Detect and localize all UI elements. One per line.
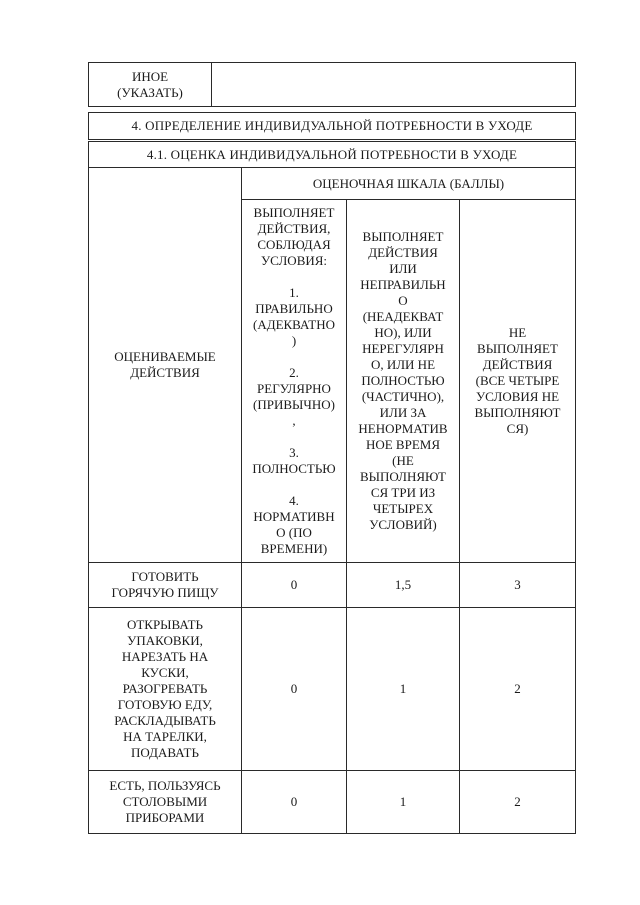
scale-header: ОЦЕНОЧНАЯ ШКАЛА (БАЛЛЫ) [312,175,505,191]
table-row-1-score-3 [459,562,576,608]
section-4-title-cell [88,112,576,140]
table-row-2-score-3 [459,607,576,771]
scale-column-1-text: ВЫПОЛНЯЕТ ДЕЙСТВИЯ, СОБЛЮДАЯ УСЛОВИЯ: 1. ПРАВИЛЬНО (АДЕКВАТНО ) 2. РЕГУЛЯРНО (ПРИВЫЧНО) , 3. ПОЛНОСТЬЮ 4. НОРМАТИВН О (ПО ВРЕМЕНИ) [252,205,336,556]
row-3-score-2: 1 [399,794,407,809]
table-row-3-score-3 [459,770,576,834]
other-value-cell [211,62,576,107]
scale-header-cell [241,167,576,200]
other-label: ИНОЕ (УКАЗАТЬ) [117,68,183,100]
row-3-score-3: 2 [514,794,521,809]
row-1-score-2: 1,5 [394,577,412,592]
table-row-2-score-1 [241,607,347,771]
row-3-action-text: ЕСТЬ, ПОЛЬЗУЯСЬ СТОЛОВЫМИ ПРИБОРАМИ [109,778,221,825]
row-2-score-2: 1 [399,681,407,696]
table-row-2-action [88,607,242,771]
row-2-score-1: 0 [290,681,298,696]
table-row-3-action [88,770,242,834]
scale-column-3 [459,199,576,563]
row-1-score-3: 3 [514,577,521,592]
scale-column-1 [241,199,347,563]
table-row-1-score-1 [241,562,347,608]
scale-column-2-text: ВЫПОЛНЯЕТ ДЕЙСТВИЯ ИЛИ НЕПРАВИЛЬН О (НЕАДЕКВАТ НО), ИЛИ НЕРЕГУЛЯРН О, ИЛИ НЕ ПОЛНОСТЬЮ (ЧАСТИЧНО), ИЛИ ЗА НЕНОРМАТИВ НОЕ ВРЕМЯ (НЕ ВЫПОЛНЯЮТ СЯ ТРИ ИЗ ЧЕТЫРЕХ УСЛОВИЙ) [358,229,448,532]
scale-column-3-text: НЕ ВЫПОЛНЯЕТ ДЕЙСТВИЯ (ВСЕ ЧЕТЫРЕ УСЛОВИЯ НЕ ВЫПОЛНЯЮТ СЯ) [474,325,561,436]
table-row-1-score-2 [346,562,460,608]
row-2-action-text: ОТКРЫВАТЬ УПАКОВКИ, НАРЕЗАТЬ НА КУСКИ, РАЗОГРЕВАТЬ ГОТОВУЮ ЕДУ, РАСКЛАДЫВАТЬ НА ТАРЕЛКИ, ПОДАВАТЬ [114,617,216,760]
other-label-cell [88,62,212,107]
section-4-1-title-cell [88,141,576,168]
scale-column-2 [346,199,460,563]
section-4-1-title: 4.1. ОЦЕНКА ИНДИВИДУАЛЬНОЙ ПОТРЕБНОСТИ В УХОДЕ [146,146,518,162]
row-3-score-1: 0 [290,794,298,809]
section-4-title: 4. ОПРЕДЕЛЕНИЕ ИНДИВИДУАЛЬНОЙ ПОТРЕБНОСТИ В УХОДЕ [131,118,533,133]
actions-header-cell [88,167,242,563]
row-1-score-1: 0 [290,577,298,592]
table-row-3-score-2 [346,770,460,834]
row-2-score-3: 2 [514,681,521,696]
table-row-3-score-1 [241,770,347,834]
table-row-1-action [88,562,242,608]
actions-header: ОЦЕНИВАЕМЫЕ ДЕЙСТВИЯ [114,349,216,380]
row-1-action-text: ГОТОВИТЬ ГОРЯЧУЮ ПИЩУ [111,569,219,600]
table-row-2-score-2 [346,607,460,771]
